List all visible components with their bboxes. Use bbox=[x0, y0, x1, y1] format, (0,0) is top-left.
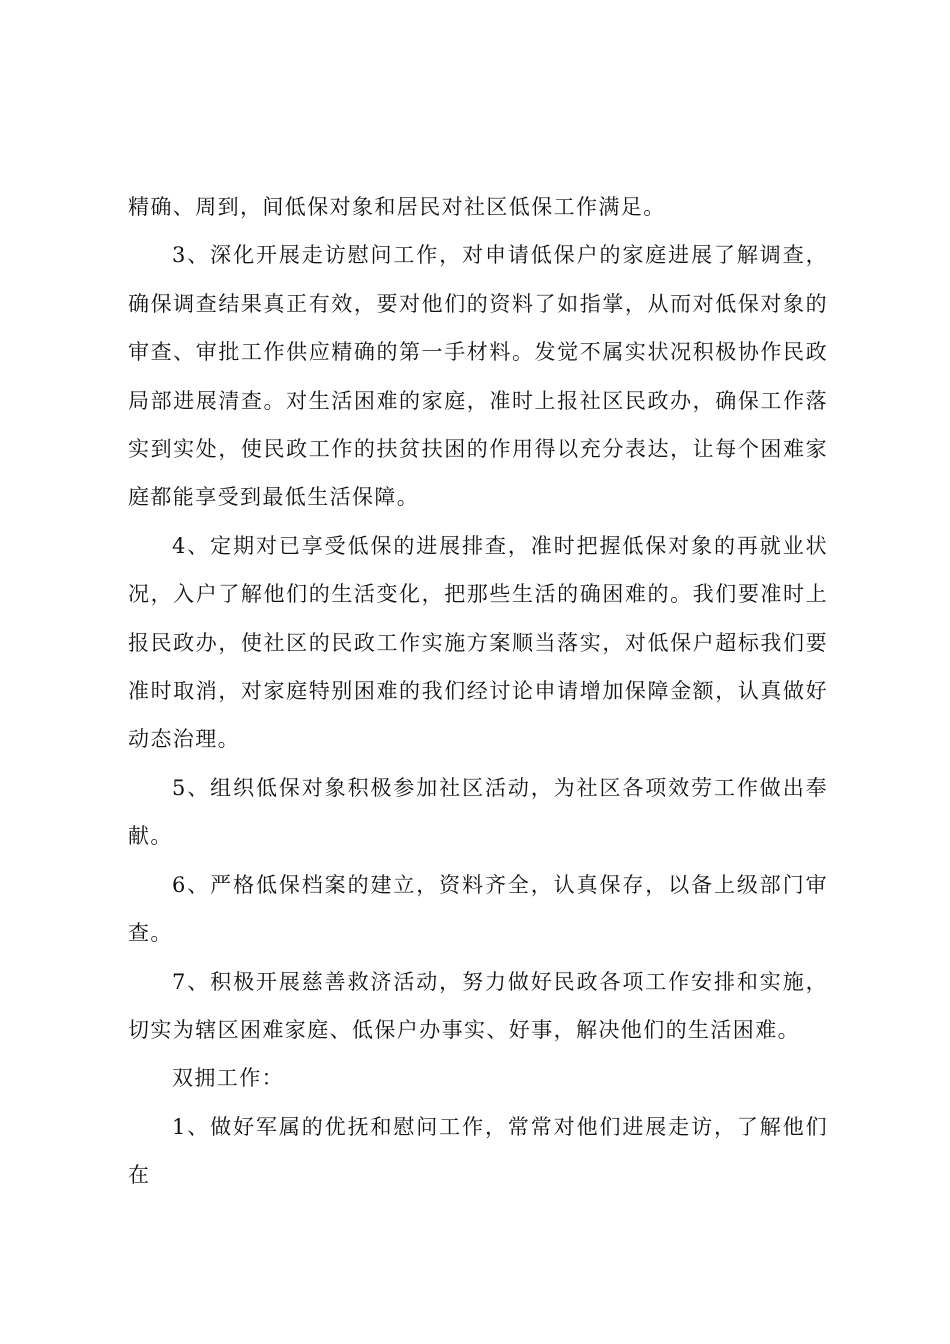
paragraph-item-4: 4、定期对已享受低保的进展排查，准时把握低保对象的再就业状况，入户了解他们的生活变化，把那些生活的确困难的。我们要准时上报民政办，使社区的民政工作实施方案顺当落实，对低保户超标我们要准时取消，对家庭特别困难的我们经讨论申请增加保障金额，认真做好动态治理。 bbox=[128, 533, 828, 752]
paragraph-item-6: 6、严格低保档案的建立，资料齐全，认真保存，以备上级部门审查。 bbox=[128, 872, 828, 946]
paragraph-double-support-item-1: 1、做好军属的优抚和慰问工作，常常对他们进展走访，了解他们在 bbox=[128, 1114, 828, 1188]
paragraph-item-3: 3、深化开展走访慰问工作，对申请低保户的家庭进展了解调查，确保调查结果真正有效，要对他们的资料了如指掌，从而对低保对象的审查、审批工作供应精确的第一手材料。发觉不属实状况积极协作民政局部进展清查。对生活困难的家庭，准时上报社区民政办，确保工作落实到实处，使民政工作的扶贫扶困的作用得以充分表达，让每个困难家庭都能享受到最低生活保障。 bbox=[128, 243, 828, 510]
paragraph-item-5: 5、组织低保对象积极参加社区活动，为社区各项效劳工作做出奉献。 bbox=[128, 775, 828, 849]
document-body bbox=[128, 183, 828, 1200]
section-heading-double-support: 双拥工作： bbox=[172, 1066, 284, 1091]
paragraph-continuation: 精确、周到，间低保对象和居民对社区低保工作满足。 bbox=[128, 195, 666, 219]
paragraph-item-7: 7、积极开展慈善救济活动，努力做好民政各项工作安排和实施，切实为辖区困难家庭、低保户办事实、好事，解决他们的生活困难。 bbox=[128, 969, 828, 1042]
